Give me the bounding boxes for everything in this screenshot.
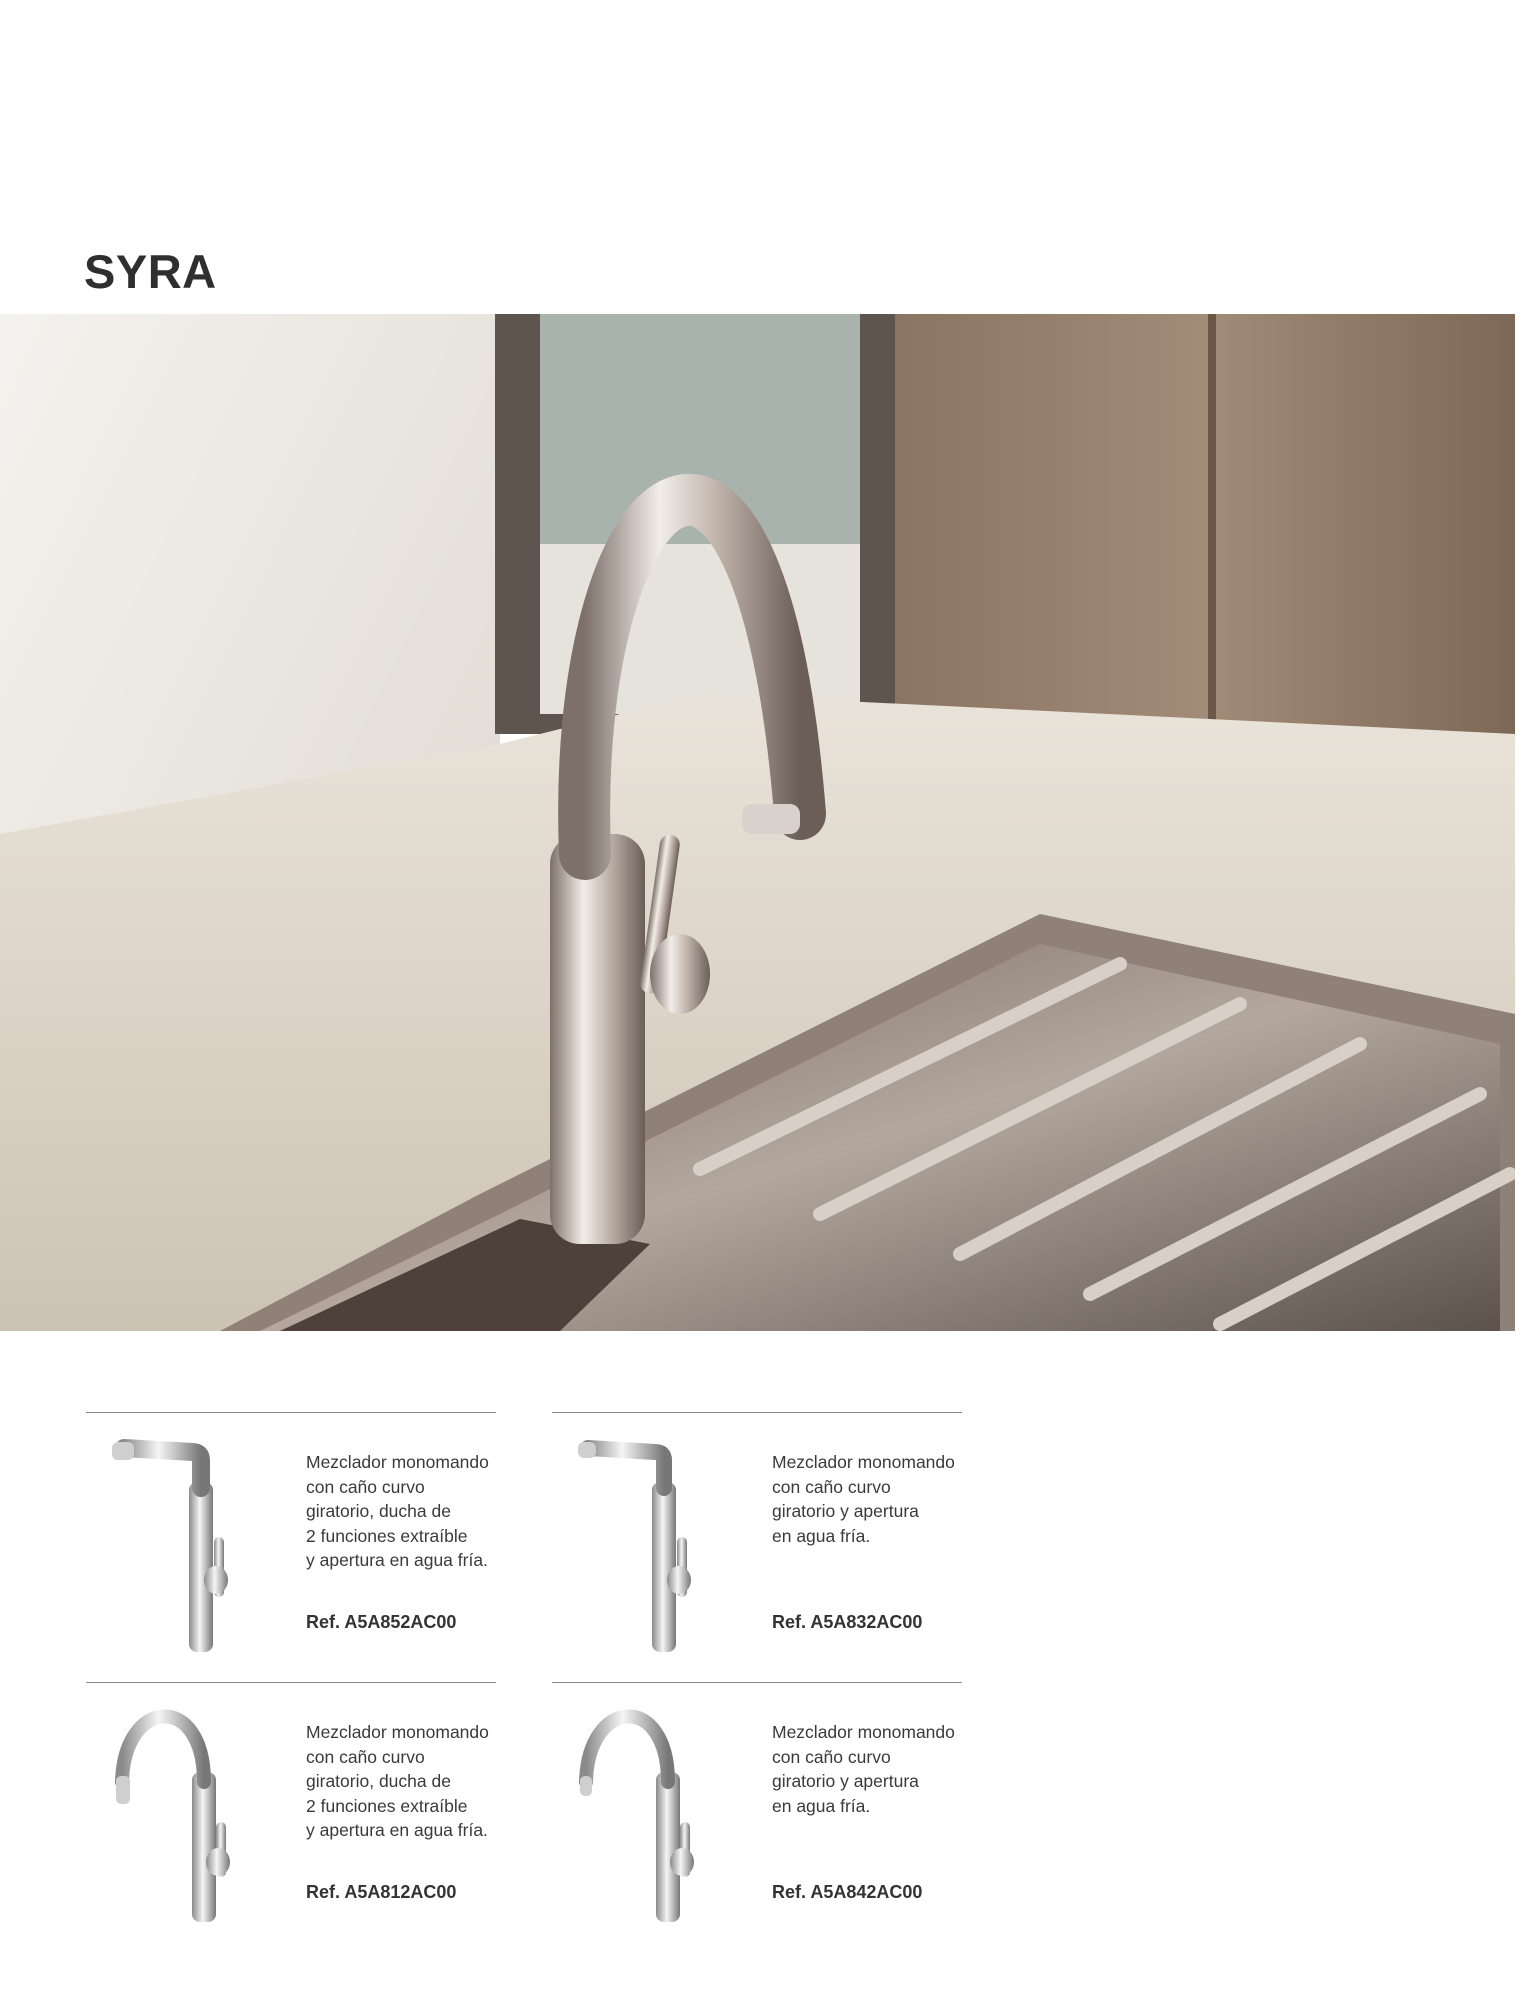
product-card bbox=[552, 1412, 962, 1672]
curved-pull-out-faucet-icon bbox=[104, 1702, 254, 1927]
product-card bbox=[86, 1682, 496, 1942]
divider bbox=[552, 1412, 962, 1413]
pull-out-faucet-icon bbox=[104, 1432, 254, 1657]
product-ref: Ref. A5A852AC00 bbox=[306, 1612, 457, 1632]
hero-photo bbox=[0, 314, 1515, 1331]
product-description: Mezclador monomando con caño curvo giratorio, ducha de 2 funciones extraíble y apertura en agua fría. bbox=[306, 1722, 489, 1840]
page-title: SYRA bbox=[84, 245, 217, 298]
curved-faucet-icon bbox=[570, 1702, 720, 1927]
divider bbox=[86, 1682, 496, 1683]
product-ref: Ref. A5A832AC00 bbox=[772, 1612, 923, 1632]
divider bbox=[552, 1682, 962, 1683]
product-ref: Ref. A5A812AC00 bbox=[306, 1882, 457, 1902]
product-card bbox=[86, 1412, 496, 1672]
l-spout-faucet-icon bbox=[570, 1432, 720, 1657]
product-description: Mezclador monomando con caño curvo giratorio, ducha de 2 funciones extraíble y apertura en agua fría. bbox=[306, 1452, 489, 1570]
product-card bbox=[552, 1682, 962, 1942]
product-description: Mezclador monomando con caño curvo giratorio y apertura en agua fría. bbox=[772, 1452, 955, 1546]
product-description: Mezclador monomando con caño curvo giratorio y apertura en agua fría. bbox=[772, 1722, 955, 1816]
divider bbox=[86, 1412, 496, 1413]
product-ref: Ref. A5A842AC00 bbox=[772, 1882, 923, 1902]
